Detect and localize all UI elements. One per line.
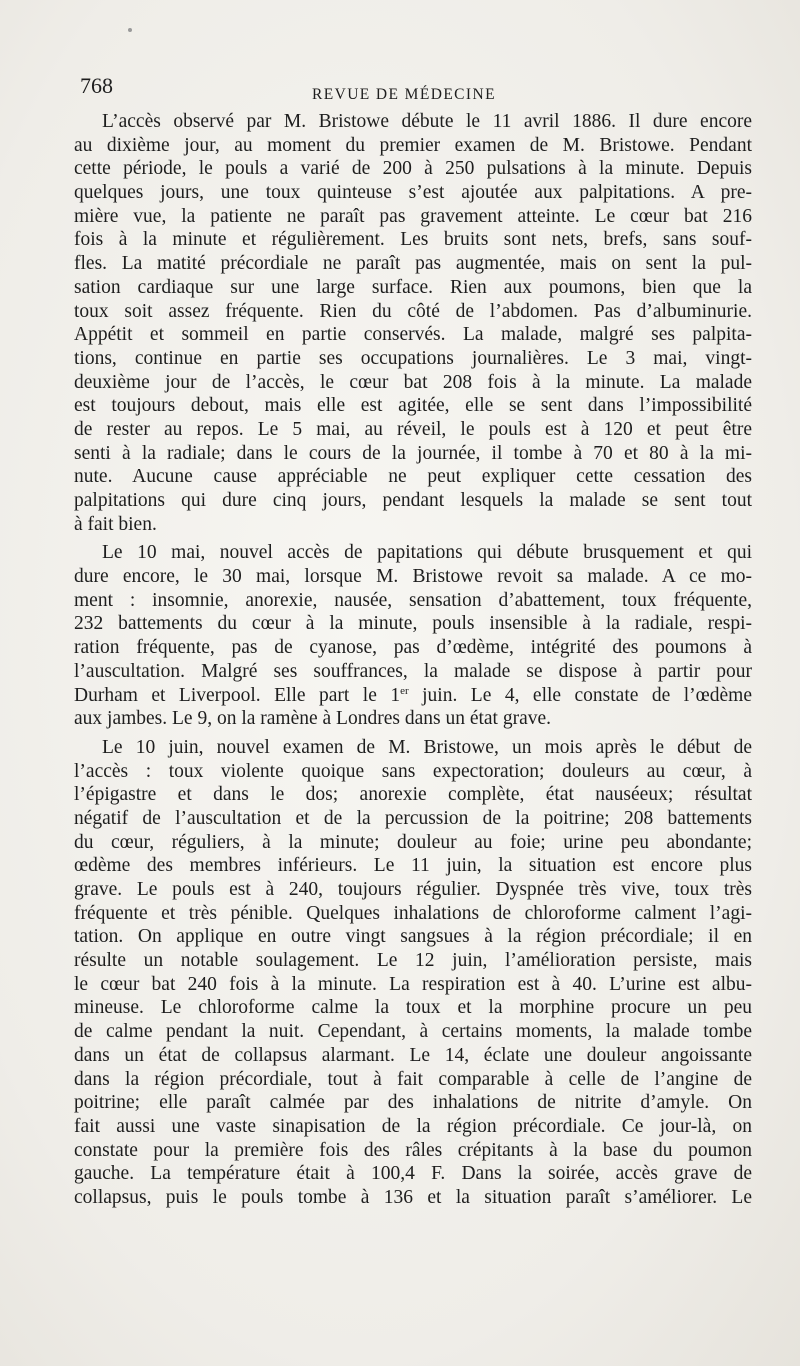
text-line: poitrine; elle paraît calmée par des inhalations de nitrite d’amyle. On bbox=[74, 1092, 752, 1114]
text-line: gauche. La température était à 100,4 F. Dans la soirée, accès grave de bbox=[74, 1163, 752, 1185]
text-line: l’auscultation. Malgré ses souffrances, la malade se dispose à partir pour bbox=[74, 660, 752, 682]
text-line: le cœur bat 240 fois à la minute. La respiration est à 40. L’urine est albu- bbox=[74, 973, 752, 995]
text-line: Durham et Liverpool. Elle part le 1er juin. Le 4, elle constate de l’œdème bbox=[74, 684, 752, 706]
text-line: résulte un notable soulagement. Le 12 juin, l’amélioration persiste, mais bbox=[74, 950, 752, 972]
text-line: cette période, le pouls a varié de 200 à 250 pulsations à la minute. Depuis bbox=[74, 158, 752, 180]
paragraph bbox=[74, 541, 752, 731]
page-header bbox=[80, 72, 750, 108]
text-line: du cœur, réguliers, à la minute; douleur au foie; urine peu abondante; bbox=[74, 831, 752, 853]
text-line: fréquente et très pénible. Quelques inhalations de chloroforme calment l’agi- bbox=[74, 902, 752, 924]
text-line: l’accès : toux violente quoique sans expectoration; douleurs au cœur, à bbox=[74, 760, 752, 782]
text-line: dure encore, le 30 mai, lorsque M. Bristowe revoit sa malade. A ce mo- bbox=[74, 566, 752, 588]
ink-speck bbox=[128, 28, 132, 32]
text-line: grave. Le pouls est à 240, toujours régulier. Dyspnée très vive, toux très bbox=[74, 879, 752, 900]
text-line: tation. On applique en outre vingt sangsues à la région précordiale; il en bbox=[74, 926, 752, 948]
text-line: quelques jours, une toux quinteuse s’est ajoutée aux palpitations. A pre- bbox=[74, 182, 752, 204]
text-line: nute. Aucune cause appréciable ne peut expliquer cette cessation des bbox=[74, 466, 752, 488]
text-line: dans la région précordiale, tout à fait comparable à celle de l’angine de bbox=[74, 1068, 752, 1090]
text-line: tions, continue en partie ses occupations journalières. Le 3 mai, vingt- bbox=[74, 347, 752, 369]
text-line: palpitations qui dure cinq jours, pendant lesquels la malade se sent tout bbox=[74, 490, 752, 511]
text-line: Le 10 juin, nouvel examen de M. Bristowe, un mois après le début de bbox=[102, 736, 752, 758]
text-line: deuxième jour de l’accès, le cœur bat 208 fois à la minute. La malade bbox=[74, 371, 752, 393]
text-line: Le 10 mai, nouvel accès de papitations qui débute brusquement et qui bbox=[102, 542, 752, 564]
text-line: négatif de l’auscultation et de la percussion de la poitrine; 208 battements bbox=[74, 807, 752, 829]
text-line: de calme pendant la nuit. Cependant, à certains moments, la malade tombe bbox=[74, 1021, 752, 1043]
text-line: ment : insomnie, anorexie, nausée, sensation d’abattement, toux fréquente, bbox=[74, 589, 752, 611]
text-line: L’accès observé par M. Bristowe débute le 11 avril 1886. Il dure encore bbox=[102, 111, 752, 132]
text-line: à fait bien. bbox=[74, 513, 157, 535]
text-line: 232 battements du cœur à la minute, pouls insensible à la radiale, respi- bbox=[74, 613, 752, 635]
text-line: Appétit et sommeil en partie conservés. La malade, malgré ses palpita- bbox=[74, 324, 752, 346]
page-number: 768 bbox=[80, 73, 113, 98]
text-line: est toujours debout, mais elle est agitée, elle se sent dans l’impossibilité bbox=[74, 395, 752, 417]
text-line: aux jambes. Le 9, on la ramène à Londres dans un état grave. bbox=[74, 708, 552, 730]
text-line: ration fréquente, pas de cyanose, pas d’œdème, intégrité des poumons à bbox=[74, 637, 752, 659]
text-line: senti à la radiale; dans le cours de la journée, il tombe à 70 et 80 à la mi- bbox=[74, 442, 752, 464]
paragraph bbox=[74, 110, 752, 536]
text-line: toux soit assez fréquente. Rien du côté de l’abdomen. Pas d’albuminurie. bbox=[74, 300, 752, 322]
text-line: fois à la minute et régulièrement. Les bruits sont nets, brefs, sans souf- bbox=[74, 229, 752, 251]
text-line: sation cardiaque sur une large surface. Rien aux poumons, bien que la bbox=[74, 276, 752, 298]
text-line: mineuse. Le chloroforme calme la toux et la morphine procure un peu bbox=[74, 997, 752, 1019]
text-line: mière vue, la patiente ne paraît pas gravement atteinte. Le cœur bat 216 bbox=[74, 205, 752, 227]
text-line: œdème des membres inférieurs. Le 11 juin, la situation est encore plus bbox=[74, 855, 752, 877]
text-line: constate pour la première fois des râles crépitants à la base du poumon bbox=[74, 1139, 752, 1161]
text-line: fait aussi une vaste sinapisation de la région précordiale. Ce jour-là, on bbox=[74, 1115, 752, 1137]
text-line: collapsus, puis le pouls tombe à 136 et la situation paraît s’améliorer. Le bbox=[74, 1186, 752, 1208]
running-head: REVUE DE MÉDECINE bbox=[312, 86, 496, 103]
paragraph bbox=[74, 736, 752, 1210]
text-line: dans un état de collapsus alarmant. Le 14, éclate une douleur angoissante bbox=[74, 1044, 752, 1066]
body-text bbox=[74, 110, 752, 1210]
text-line: l’épigastre et dans le dos; anorexie complète, état nauséeux; résultat bbox=[74, 784, 752, 806]
text-line: fles. La matité précordiale ne paraît pas augmentée, mais on sent la pul- bbox=[74, 253, 752, 275]
text-line: de rester au repos. Le 5 mai, au réveil, le pouls est à 120 et peut être bbox=[74, 418, 752, 440]
text-line: au dixième jour, au moment du premier examen de M. Bristowe. Pendant bbox=[74, 134, 752, 156]
